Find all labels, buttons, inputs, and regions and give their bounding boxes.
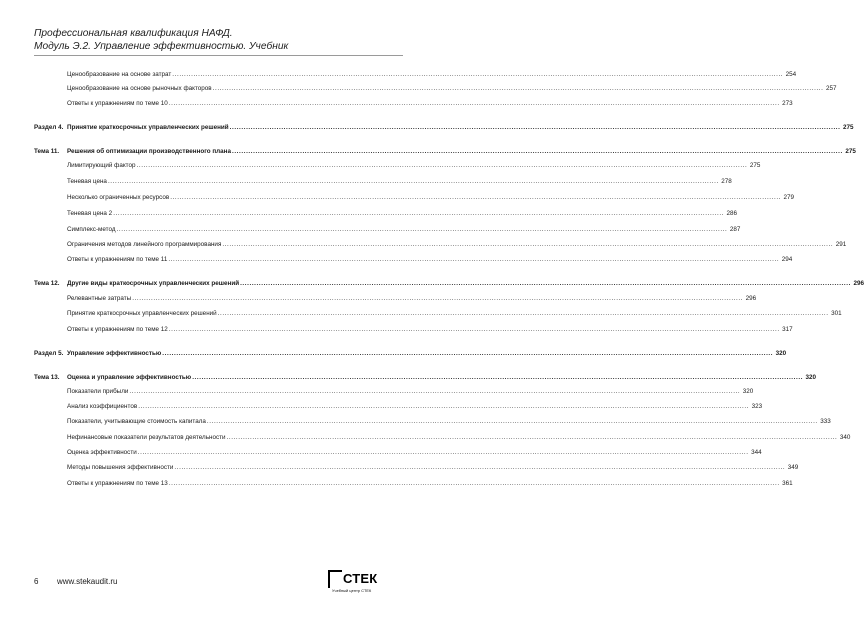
toc-label: Релевантные затраты <box>67 295 132 302</box>
toc-label: Теневая цена 2 <box>67 210 113 217</box>
toc-dot-leader: .................................................................................................................................................................................................................................................................... <box>113 210 725 217</box>
toc-heading-row[interactable] <box>34 349 787 358</box>
toc-label: Показатели, учитывающие стоимость капитала <box>67 418 206 425</box>
toc-dot-leader: .................................................................................................................................................................................................................................................................... <box>229 124 841 131</box>
toc-label: Ответы к упражнениям по теме 11 <box>67 256 168 263</box>
toc-label: Оценка эффективности <box>67 449 137 456</box>
toc-dot-leader: .................................................................................................................................................................................................................................................................... <box>174 464 786 471</box>
toc-page-number: 286 <box>726 210 738 217</box>
toc-label: Методы повышения эффективности <box>67 464 174 471</box>
toc-label: Ответы к упражнениям по теме 10 <box>67 100 168 107</box>
logo-wordmark: СТЕК <box>343 571 378 586</box>
toc-number: Тема 12. <box>34 280 60 287</box>
toc-dot-leader: .................................................................................................................................................................................................................................................................... <box>206 418 818 425</box>
logo-subtitle: Учебный центр СТЕК <box>332 589 372 593</box>
toc-label: Принятие краткосрочных управленческих решений <box>67 310 217 317</box>
toc-label: Принятие краткосрочных управленческих решений <box>67 124 229 131</box>
toc-page-number: 291 <box>835 241 847 248</box>
toc-dot-leader: .................................................................................................................................................................................................................................................................... <box>129 388 741 395</box>
toc-page-number: 278 <box>721 178 732 185</box>
toc-page-number: 296 <box>745 295 757 302</box>
toc-dot-leader: .................................................................................................................................................................................................................................................................... <box>137 449 749 456</box>
toc-dot-leader: .................................................................................................................................................................................................................................................................... <box>231 148 843 155</box>
toc-entry-row[interactable] <box>67 70 797 79</box>
toc-number: Раздел 5. <box>34 350 64 357</box>
toc-label: Оценка и управление эффективностью <box>67 374 192 381</box>
website-link[interactable]: www.stekaudit.ru <box>57 577 118 586</box>
toc-heading-row[interactable] <box>34 373 817 382</box>
toc-label: Ответы к упражнениям по теме 12 <box>67 326 168 333</box>
toc-page-number: 340 <box>839 434 851 441</box>
toc-page-number: 257 <box>826 85 837 92</box>
toc-dot-leader: .................................................................................................................................................................................................................................................................... <box>116 226 728 233</box>
toc-page-number: 344 <box>751 449 762 456</box>
toc-entry-row[interactable] <box>67 463 799 472</box>
toc-dot-leader: .................................................................................................................................................................................................................................................................... <box>168 480 780 487</box>
toc-page-number: 320 <box>775 350 787 357</box>
toc-page-number: 275 <box>843 124 854 131</box>
toc-dot-leader: .................................................................................................................................................................................................................................................................... <box>162 350 774 357</box>
toc-dot-leader: .................................................................................................................................................................................................................................................................... <box>136 162 748 169</box>
toc-entry-row[interactable] <box>67 161 761 170</box>
toc-entry-row[interactable] <box>67 387 754 396</box>
toc-page-number: 275 <box>845 148 856 155</box>
toc-dot-leader: .................................................................................................................................................................................................................................................................... <box>192 374 804 381</box>
toc-label: Лимитирующий фактор <box>67 162 136 169</box>
toc-label: Несколько ограниченных ресурсов <box>67 194 170 201</box>
toc-page-number: 320 <box>805 374 817 381</box>
toc-label: Симплекс-метод <box>67 226 116 233</box>
toc-page-number: 349 <box>787 464 799 471</box>
toc-entry-row[interactable] <box>67 309 842 318</box>
toc-entry-row[interactable] <box>67 417 831 426</box>
toc-page-number: 296 <box>853 280 864 287</box>
toc-label: Нефинансовые показатели результатов деятельности <box>67 434 226 441</box>
toc-dot-leader: .................................................................................................................................................................................................................................................................... <box>107 178 719 185</box>
page-number: 6 <box>34 577 39 586</box>
toc-dot-leader: .................................................................................................................................................................................................................................................................... <box>172 71 784 78</box>
header-title-line1: Профессиональная квалификация НАФД. <box>34 28 233 39</box>
toc-label: Ценообразование на основе затрат <box>67 71 172 78</box>
toc-dot-leader: .................................................................................................................................................................................................................................................................... <box>168 326 780 333</box>
toc-entry-row[interactable] <box>67 225 741 234</box>
toc-dot-leader: .................................................................................................................................................................................................................................................................... <box>168 100 780 107</box>
toc-dot-leader: .................................................................................................................................................................................................................................................................... <box>132 295 744 302</box>
toc-label: Ценообразование на основе рыночных факторов <box>67 85 212 92</box>
header-title-line2: Модуль Э.2. Управление эффективностью. Учебник <box>34 41 289 52</box>
toc-number: Тема 11. <box>34 148 60 155</box>
toc-label: Ограничения методов линейного программирования <box>67 241 222 248</box>
toc-label: Ответы к упражнениям по теме 13 <box>67 480 168 487</box>
toc-entry-row[interactable] <box>67 402 763 411</box>
toc-page-number: 254 <box>785 71 797 78</box>
toc-entry-row[interactable] <box>67 193 795 202</box>
toc-label: Показатели прибыли <box>67 388 129 395</box>
toc-page-number: 279 <box>783 194 795 201</box>
toc-page-number: 361 <box>782 480 793 487</box>
toc-entry-row[interactable] <box>67 177 732 186</box>
toc-entry-row[interactable] <box>67 479 793 488</box>
toc-dot-leader: .................................................................................................................................................................................................................................................................... <box>168 256 780 263</box>
toc-entry-row[interactable] <box>67 325 793 334</box>
toc-heading-row[interactable] <box>34 123 854 132</box>
toc-label: Теневая цена <box>67 178 107 185</box>
toc-page-number: 275 <box>749 162 761 169</box>
toc-page-number: 323 <box>751 403 763 410</box>
toc-page-number: 301 <box>831 310 842 317</box>
toc-dot-leader: .................................................................................................................................................................................................................................................................... <box>226 434 838 441</box>
toc-entry-row[interactable] <box>67 433 851 442</box>
toc-number: Тема 13. <box>34 374 60 381</box>
toc-label: Анализ коэффициентов <box>67 403 138 410</box>
toc-page-number: 320 <box>742 388 754 395</box>
toc-page-number: 287 <box>729 226 741 233</box>
toc-dot-leader: .................................................................................................................................................................................................................................................................... <box>240 280 851 287</box>
stek-logo <box>326 570 406 600</box>
toc-page-number: 273 <box>782 100 793 107</box>
toc-dot-leader: .................................................................................................................................................................................................................................................................... <box>212 85 824 92</box>
toc-heading-row[interactable] <box>34 147 856 156</box>
toc-entry-row[interactable] <box>67 84 837 93</box>
toc-entry-row[interactable] <box>67 294 757 303</box>
toc-entry-row[interactable] <box>67 240 847 249</box>
toc-label: Управление эффективностью <box>67 350 162 357</box>
toc-dot-leader: .................................................................................................................................................................................................................................................................... <box>170 194 782 201</box>
toc-page-number: 333 <box>820 418 831 425</box>
toc-dot-leader: .................................................................................................................................................................................................................................................................... <box>222 241 834 248</box>
toc-entry-row[interactable] <box>67 255 793 264</box>
logo-bracket-icon <box>328 570 342 588</box>
toc-entry-row[interactable] <box>67 99 793 108</box>
toc-label: Решения об оптимизации производственного плана <box>67 148 231 155</box>
toc-page-number: 317 <box>782 326 793 333</box>
toc-number: Раздел 4. <box>34 124 64 131</box>
toc-entry-row[interactable] <box>67 209 738 218</box>
toc-entry-row[interactable] <box>67 448 762 457</box>
toc-heading-row[interactable] <box>34 279 864 288</box>
toc-page-number: 294 <box>781 256 793 263</box>
toc-label: Другие виды краткосрочных управленческих решений <box>67 280 240 287</box>
toc-dot-leader: .................................................................................................................................................................................................................................................................... <box>138 403 750 410</box>
toc-dot-leader: .................................................................................................................................................................................................................................................................... <box>217 310 829 317</box>
